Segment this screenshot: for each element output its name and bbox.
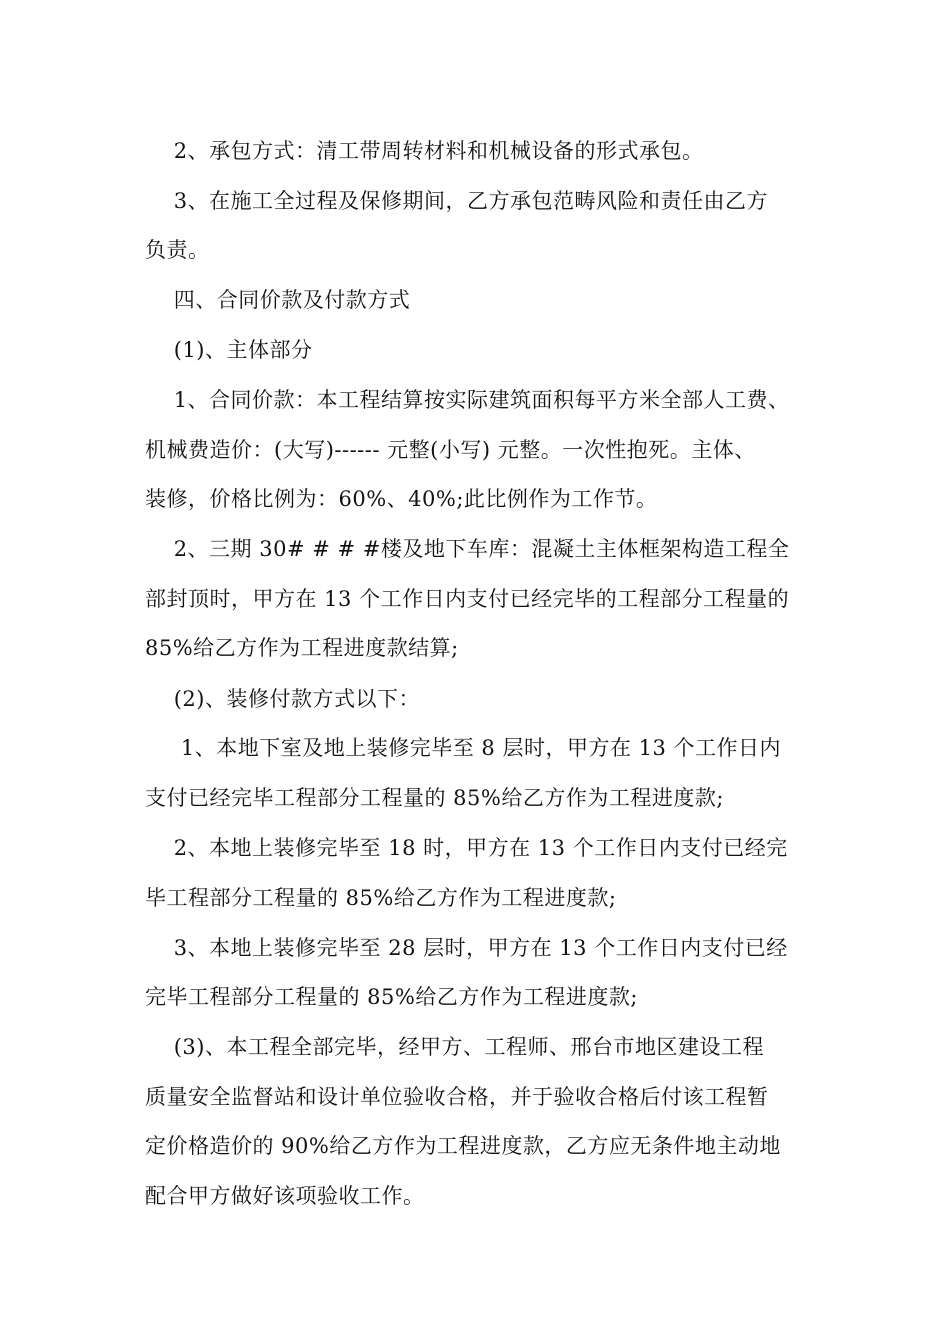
text-line: 机械费造价：(大写)------ 元整(小写) 元整。一次性抱死。主体、 <box>145 438 756 462</box>
text-line: 定价格造价的 90%给乙方作为工程进度款，乙方应无条件地主动地 <box>145 1134 781 1158</box>
section-heading: 四、合同价款及付款方式 <box>145 288 411 312</box>
subsection-heading: (1)、主体部分 <box>145 338 313 362</box>
text-line: 85%给乙方作为工程进度款结算; <box>145 636 459 660</box>
text-line: 2、承包方式：清工带周转材料和机械设备的形式承包。 <box>145 139 704 163</box>
text-line: 2、本地上装修完毕至 18 时，甲方在 13 个工作日内支付已经完 <box>145 836 788 860</box>
text-line: 装修，价格比例为：60%、40%;此比例作为工作节。 <box>145 487 658 511</box>
text-line: 1、本地下室及地上装修完毕至 8 层时，甲方在 13 个工作日内 <box>145 736 782 760</box>
text-line: 3、本地上装修完毕至 28 层时，甲方在 13 个工作日内支付已经 <box>145 936 788 960</box>
text-line: 1、合同价款：本工程结算按实际建筑面积每平方米全部人工费、 <box>145 388 790 412</box>
subsection-heading: (2)、装修付款方式以下： <box>145 687 420 711</box>
text-line: 毕工程部分工程量的 85%给乙方作为工程进度款; <box>145 886 617 910</box>
text-line: 部封顶时，甲方在 13 个工作日内支付已经完毕的工程部分工程量的 <box>145 587 790 611</box>
text-line: (3)、本工程全部完毕，经甲方、工程师、邢台市地区建设工程 <box>145 1035 764 1059</box>
text-line: 完毕工程部分工程量的 85%给乙方作为工程进度款; <box>145 985 638 1009</box>
text-line: 3、在施工全过程及保修期间，乙方承包范畴风险和责任由乙方 <box>145 189 769 213</box>
text-line: 配合甲方做好该项验收工作。 <box>145 1184 425 1208</box>
text-line: 负责。 <box>145 238 210 262</box>
text-line: 2、三期 30# # # #楼及地下车库：混凝土主体框架构造工程全 <box>145 537 790 561</box>
text-line: 支付已经完毕工程部分工程量的 85%给乙方作为工程进度款; <box>145 786 724 810</box>
text-line: 质量安全监督站和设计单位验收合格，并于验收合格后付该工程暂 <box>145 1085 769 1109</box>
